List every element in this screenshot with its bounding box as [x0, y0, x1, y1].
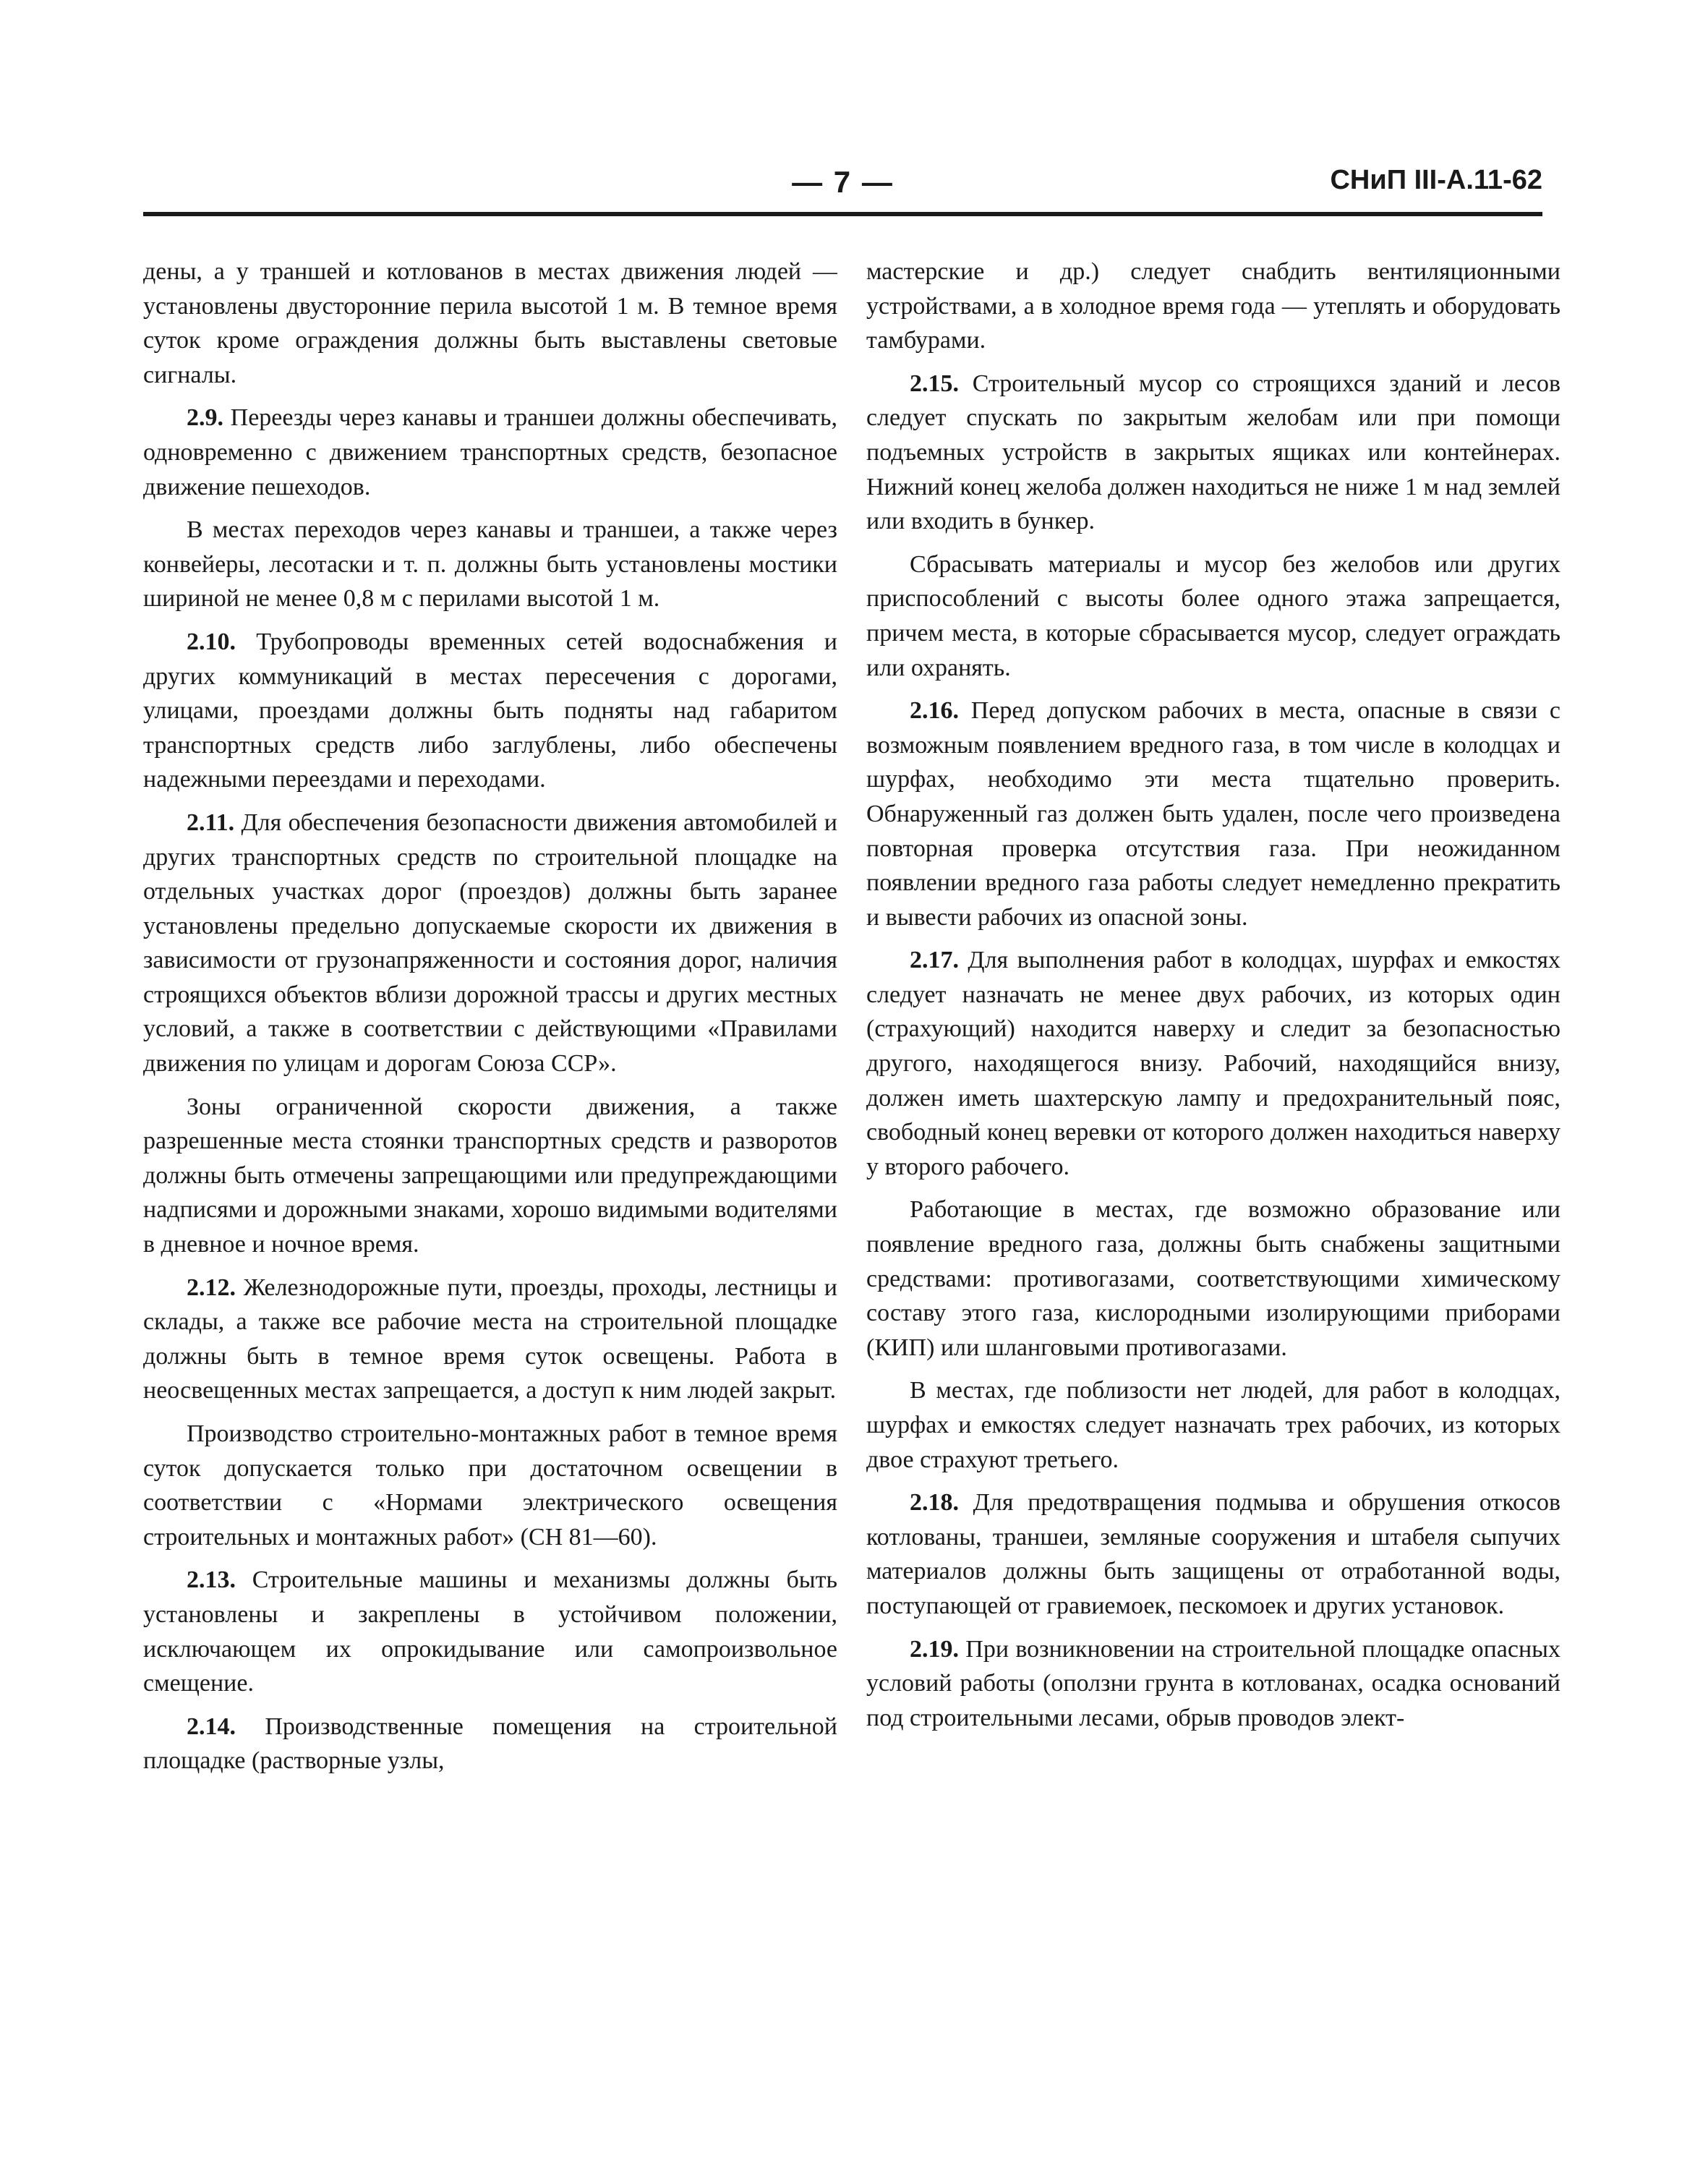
clause-number: 2.13.: [187, 1566, 236, 1594]
clause-number: 2.10.: [187, 628, 236, 655]
paragraph: В местах переходов через канавы и траншеи, а также через конвейеры, лесотаски и т. п. должны быть установлены мостики шириной не менее 0,8 м с перилами высотой 1 м.: [143, 516, 837, 613]
clause-number: 2.19.: [910, 1635, 959, 1663]
paragraph: 2.16. Перед допуском рабочих в места, опасные в связи с возможным появлением вредного газа, в том числе в колодцах и шурфах, необходимо эти места тщательно проверить. Обнаруженный газ должен быть удален, после чего произведена повторная проверка отсутствия газа. При неожиданном появлении вредного газа работы следует немедленно прекратить и вывести рабочих из опасной зоны.: [866, 697, 1560, 931]
paragraph: 2.11. Для обеспечения безопасности движения автомобилей и других транспортных средств по строительной площадке на отдельных участках дорог (проездов) должны быть заранее установлены предельно допускаемые скорости их движения в зависимости от грузонапряженности и состояния дорог, наличия строящихся объектов вблизи дорожной трассы и других местных условий, а также в соответствии с действующими «Правилами движения по улицам и дорогам Союза ССР».: [143, 809, 837, 1078]
paragraph: 2.13. Строительные машины и механизмы должны быть установлены и закреплены в устойчивом положении, исключающем их опрокидывание или самопроизвольное смещение.: [143, 1566, 837, 1697]
page-header: [143, 165, 1542, 208]
paragraph: дены, а у траншей и котлованов в местах движения людей — установлены двусторонние перила высотой 1 м. В темное время суток кроме ограждения должны быть выставлены световые сигналы.: [143, 258, 837, 388]
left-column: [143, 255, 837, 2048]
paragraph: 2.14. Производственные помещения на строительной площадке (растворные узлы,: [143, 1713, 837, 1775]
clause-number: 2.17.: [910, 947, 959, 974]
paragraph: 2.10. Трубопроводы временных сетей водоснабжения и других коммуникаций в местах пересечения с дорогами, улицами, проездами должны быть подняты над габаритом транспортных средств либо заглублены, либо обеспечены надежными переездами и переходами.: [143, 628, 837, 793]
clause-number: 2.11.: [187, 809, 235, 836]
header-rule: [143, 212, 1542, 216]
paragraph: Сбрасывать материалы и мусор без желобов или других приспособлений с высоты более одного этажа запрещается, причем места, в которые сбрасывается мусор, следует ограждать или охранять.: [866, 550, 1560, 681]
document-code: СНиП III-А.11-62: [1330, 165, 1542, 195]
paragraph: Производство строительно-монтажных работ в темное время суток допускается только при достаточном освещении в соответствии с «Нормами электрического освещения строительных и монтажных работ» (СН 81—60).: [143, 1420, 837, 1551]
clause-number: 2.14.: [187, 1713, 236, 1740]
clause-number: 2.12.: [187, 1274, 236, 1301]
clause-number: 2.18.: [910, 1489, 959, 1517]
paragraph: В местах, где поблизости нет людей, для работ в колодцах, шурфах и емкостях следует назначать трех рабочих, из которых двое страхуют третьего.: [866, 1377, 1560, 1473]
paragraph: 2.17. Для выполнения работ в колодцах, шурфах и емкостях следует назначать не менее двух рабочих, из которых один (страхующий) находится наверху и следит за безопасностью другого, находящегося внизу. Рабочий, находящийся внизу, должен иметь шахтерскую лампу и предохранительный пояс, свободный конец веревки от которого должен находиться наверху у второго рабочего.: [866, 947, 1560, 1180]
clause-number: 2.16.: [910, 697, 959, 725]
paragraph: мастерские и др.) следует снабдить вентиляционными устройствами, а в холодное время года — утеплять и оборудовать тамбурами.: [866, 258, 1560, 354]
paragraph: 2.12. Железнодорожные пути, проезды, проходы, лестницы и склады, а также все рабочие места на строительной площадке должны быть в темное время суток освещены. Работа в неосвещенных местах запрещается, а доступ к ним людей закрыт.: [143, 1274, 837, 1404]
right-column: [866, 255, 1560, 2048]
paragraph: Работающие в местах, где возможно образование или появление вредного газа, должны быть снабжены защитными средствами: противогазами, соответствующими химическому составу этого газа, кислородными изолирующими приборами (КИП) или шланговыми противогазами.: [866, 1196, 1560, 1361]
paragraph: 2.19. При возникновении на строительной площадке опасных условий работы (оползни грунта в котлованах, осадка оснований под строительными лесами, обрыв проводов элект-: [866, 1635, 1560, 1731]
paragraph: 2.18. Для предотвращения подмыва и обрушения откосов котлованы, траншеи, земляные сооружения и штабеля сыпучих материалов должны быть защищены от отработанной воды, поступающей от гравиемоек, пескомоек и других установок.: [866, 1489, 1560, 1619]
page-number: — 7 —: [792, 165, 894, 199]
clause-number: 2.15.: [910, 370, 959, 397]
clause-number: 2.9.: [187, 404, 223, 432]
paragraph: 2.15. Строительный мусор со строящихся зданий и лесов следует спускать по закрытым желобам или при помощи подъемных устройств в закрытых ящиках или контейнерах. Нижний конец желоба должен находиться не ниже 1 м над землей или входить в бункер.: [866, 370, 1560, 535]
paragraph: 2.9. Переезды через канавы и траншеи должны обеспечивать, одновременно с движением транспортных средств, безопасное движение пешеходов.: [143, 404, 837, 500]
paragraph: Зоны ограниченной скорости движения, а также разрешенные места стоянки транспортных средств и разворотов должны быть отмечены запрещающими или предупреждающими надписями и дорожными знаками, хорошо видимыми водителями в дневное и ночное время.: [143, 1093, 837, 1258]
